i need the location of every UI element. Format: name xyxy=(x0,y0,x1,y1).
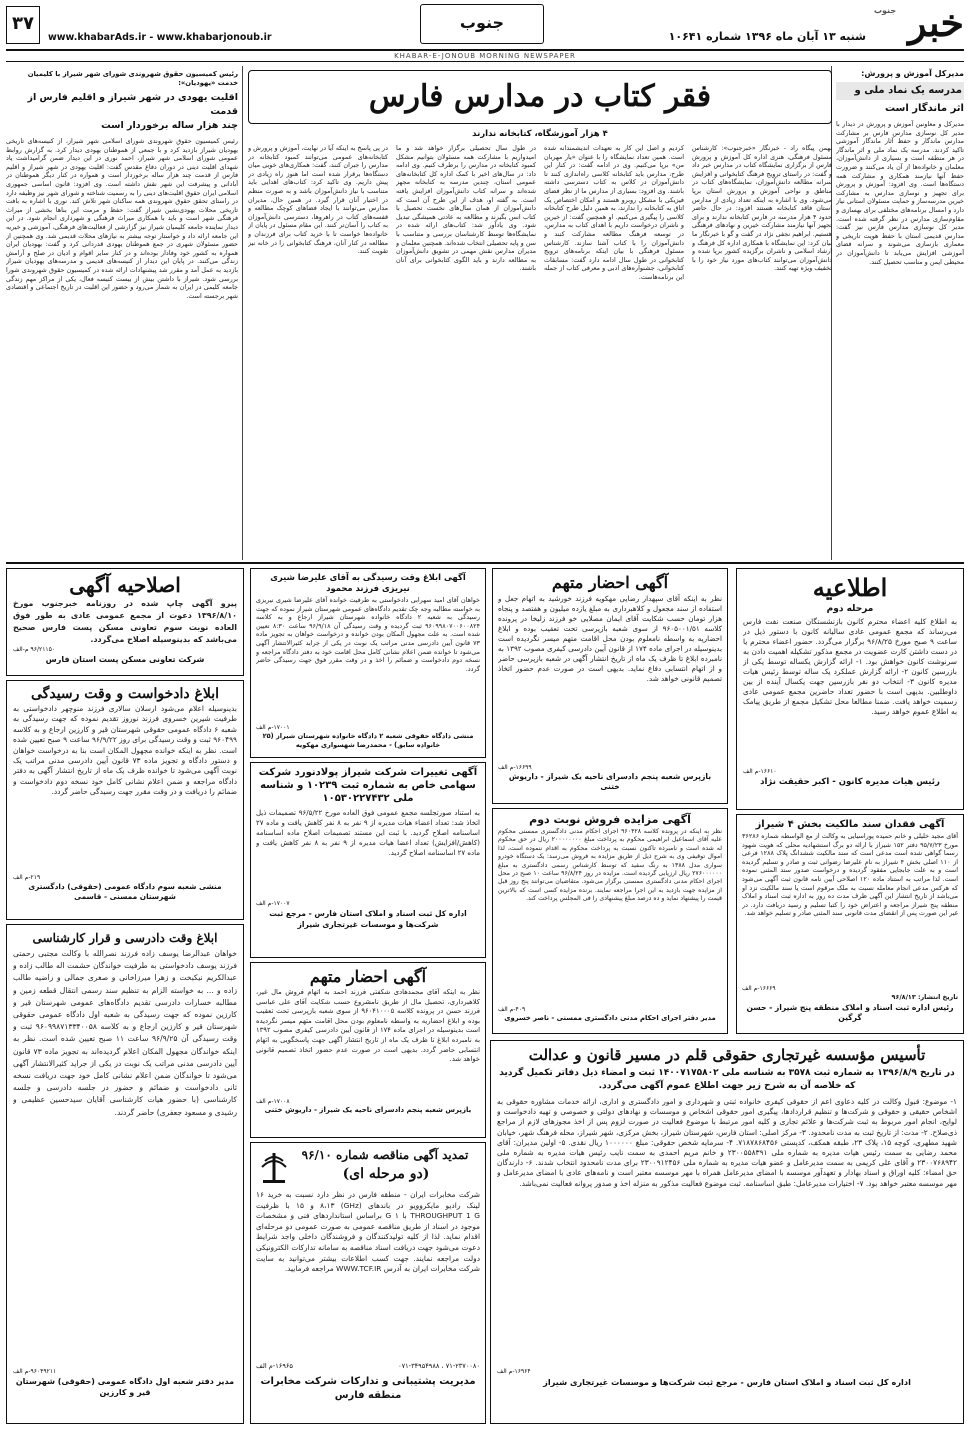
ad-body: شرکت مخابرات ایران - منطقه فارس در نظر دارد نسبت به خرید ۱۶ لینک رادیو مایکروویو در باندهای (GHz) ۸،۱۳ و ۱۵ با ظرفیت THROUGHPUT 1 G با ۱ G براساس استانداردهای فنی و مشخصات موجود در اسناد از طریق مناقصه عمومی به صورت عمومی دو مرحله‌ای اقدام نماید. لذا از کلیه تولیدکنندگان و فروشندگان داخلی واجد شرایط دعوت می‌شود جهت دریافت اسناد مناقصه به سامانه تدارکات الکترونیکی دولت مراجعه نمایند. جهت کسب اطلاعات بیشتر می‌توانید به سایت شرکت مخابرات ایران به آدرس WWW.TCF.IR مراجعه فرمایید. xyxy=(256,1190,480,1274)
ad-ref: ۱۶۶۹۹-م الف xyxy=(498,764,532,771)
main-body-col-4: در پی پاسخ به اینکه آیا در نهایت، آموزش و پرورش و کتابخانه‌های عمومی می‌توانند کمبود کتابخانه در مدارس را جبران کنند، گفت: همکاری‌های خوبی میان دستگاه‌ها برقرار شده است اما هنوز راه زیادی در پیش داریم. وی تاکید کرد: کتاب‌های اهدایی باید متناسب با نیاز دانش‌آموزان باشد و به صورت منظم در اختیار آنان قرار گیرد. در همین حال، مدیران مدارس می‌توانند با ایجاد فضاهای کوچک مطالعه و قفسه‌های کتاب در راهروها، دسترسی دانش‌آموزان به کتاب را آسان‌تر کنند. این مقام مسئول در پایان از خانواده‌ها خواست تا با خرید کتاب برای فرزندان و مطالعه در کنار آنان، فرهنگ کتابخوانی را در خانه نیز تقویت کنند. xyxy=(248,144,388,256)
website: www.khabarAds.ir - www.khabarjonoub.ir xyxy=(48,32,272,43)
ad-ref: ۲۱۹-م الف xyxy=(13,874,41,881)
ad-company-change xyxy=(250,762,486,958)
ad-summons-hearing xyxy=(6,680,244,920)
ad-date: تاریخ انتشار: ۹۶/۸/۱۳ xyxy=(891,993,958,1001)
english-name: KHABAR-E-JONOUB MORNING NEWSPAPER xyxy=(394,52,576,60)
main-story xyxy=(248,68,832,560)
ad-body: آقای مجید خلیلی و خانم حمیده پوراسیایی به وکالت از مع الواسطه شماره ۳۶۲۸۶ مورخ ۹۵/۷/۲۳ دفتر ۱۵۲ شیراز با ارائه دو برگ استشهادیه محلی که هویت شهود رسما گواهی شده است مدعی است که سند مالکیت ششدانگ پلاک ۱۲۸۸ فرعی از ۱۱۰ اصلی بخش ۴ شیراز به نام علیرضا رضوانی ثبت و صادر و تسلیم گردیده است و به علت جابجایی مفقود گردیده و درخواست صدور سند المثنی نموده است. لذا مراتب به استناد ماده ۱۲۰ اصلاحی آیین نامه قانون ثبت آگهی می‌شود که هرکس مدعی انجام معامله نسبت به ملک مرقوم است یا سند مالکیت نزد او می‌باشد از تاریخ انتشار این آگهی ظرف مدت ده روز به اداره ثبت اسناد و املاک منطقه پنج شیراز مراجعه و اعتراض خود را کتبا تسلیم و رسید دریافت دارد. در غیر این صورت پس از انقضای مدت قانونی سند المثنی صادر و تسلیم خواهد شد. xyxy=(742,832,958,918)
right-column-article xyxy=(836,68,964,560)
page-number: ۳۷ xyxy=(12,13,34,34)
ad-body: نظر به اینکه در پرونده کلاسه ۹۶۰۴۲۸ اجرای احکام مدنی دادگستری ممسنی محکوم علیه آقای اسماعیل ابراهیمی محکوم به پرداخت مبلغ ۲۰۰۰۰۰۰۰۰ ریال در حق محکوم له شده است و نامبرده تاکنون نسبت به پرداخت محکوم به اقدام ننموده است، لذا اموال توقیفی وی به شرح ذیل از طریق مزایده به فروش می‌رسد: یک دستگاه خودرو سواری مدل ۱۳۸۸ به رنگ سفید که توسط کارشناس رسمی دادگستری به مبلغ ۲۷۶۰۰۰۰۰۰ ریال ارزیابی گردیده است. مزایده در روز ۹۶/۸/۲۴ ساعت ۱۰ صبح در محل اجرای احکام مدنی دادگستری ممسنی برگزار می‌شود. متقاضیان می‌توانند پنج روز قبل از مزایده جهت بازدید به این اجرا مراجعه نمایند. برنده مزایده کسی است که بالاترین قیمت را پیشنهاد نماید و ده درصد مبلغ پیشنهادی را فی المجلس پرداخت کند. xyxy=(498,828,722,903)
ad-deed-lost xyxy=(736,814,964,1034)
logo-sub: جنوب xyxy=(874,6,897,15)
main-headline-box xyxy=(248,70,832,124)
main-body-col-1: بهمن پیگاه راد - خبرنگار «خبرجنوب»: کارشناس مسئول فرهنگی، هنری اداره کل آموزش و پرورش فارس از برگزاری نمایشگاه کتاب در مدارس خبر داد و گفت: در راستای ترویج فرهنگ کتابخوانی و افزایش سرانه مطالعه دانش‌آموزان، نمایشگاه‌های کتاب در مناطق و نواحی آموزش و پرورش استان برپا می‌شود. وی با اشاره به اینکه تعداد زیادی از مدارس استان فاقد کتابخانه هستند افزود: در حال حاضر حدود ۴ هزار مدرسه در فارس کتابخانه ندارند و برای تجهیز آنها نیازمند مشارکت خیرین و نهادهای فرهنگی هستیم. ابراهیم نجفی نژاد در گفت و گو با خبرنگار ما بیان کرد: این نمایشگاه با همکاری اداره کل فرهنگ و ارشاد اسلامی و ناشران برگزیده کشور برپا شده و دانش‌آموزان می‌توانند کتاب‌های مورد نیاز خود را با تخفیف ویژه تهیه کنند. xyxy=(692,144,832,273)
telecom-logo-icon xyxy=(259,1151,289,1185)
date-line: شنبه ۱۳ آبان ماه ۱۳۹۶ شماره ۱۰۶۴۱ xyxy=(668,30,866,43)
ad-tender xyxy=(250,1142,486,1424)
ad-subtitle: مرحله دوم xyxy=(826,604,874,614)
left-headline: اقلیت یهودی در شهر شیراز و اقلیم فارس از قدمت xyxy=(27,92,238,117)
ad-title: ابلاغ وقت دادرسی و قرار کارشناسی xyxy=(32,931,218,945)
ad-correction xyxy=(6,568,244,676)
ad-title: آگهی ابلاغ وقت رسیدگی به آقای علیرضا شیری نیریزی فرزند محمود xyxy=(270,572,466,593)
ad-title: آگهی احضار متهم xyxy=(551,573,669,592)
masthead xyxy=(0,0,970,62)
article-body: مدیرکل و معاونین آموزش و پرورش در دیدار با مدیر کل نوسازی مدارس فارس بر مشارکت مدارس ماندگار و حفظ آثار ماندگار آموزشی تاکید کردند. مدرسه یک نماد ملی و اثر ماندگار در هر منطقه است و بسیاری از دانش‌آموزان، معلمان و خانواده‌ها از آن یاد می‌کنند و ضرورت حفظ آنها نیازمند همکاری و مشارکت همه دستگاه‌ها است. وی افزود: آموزش و پرورش برای تجهیز و نوسازی مدارس به مشارکت خیرین مدرسه‌ساز و حمایت مسئولان استانی نیاز دارد و امسال برنامه‌های مختلفی برای بهسازی و مقاوم‌سازی مدارس در نظر گرفته شده است. مدیر کل نوسازی مدارس فارس نیز گفت: مدارس قدیمی استان با حفظ هویت تاریخی و معماری بازسازی می‌شوند و سرانه فضای آموزشی افزایش می‌یابد تا دانش‌آموزان در محیطی ایمن و مناسب تحصیل کنند. xyxy=(836,120,964,266)
left-body: رئیس کمیسیون حقوق شهروندی شورای اسلامی شهر شیراز، از کنیسه‌های تاریخی یهودیان شیراز بازدید کرد و با جمعی از هموطنان یهودی دیدار کرد. به گزارش روابط عمومی شورای اسلامی شهر شیراز، احمد نوری در این دیدار ضمن گرامیداشت یاد شهدای اقلیت دینی در دوران دفاع مقدس گفت: اقلیت یهودی در شهر شیراز و اقلیم فارس از قدمت چند هزار ساله برخوردار است و همواره در کنار دیگر هموطنان در آبادانی و پیشرفت این شهر نقش داشته است. وی افزود: قانون اساسی جمهوری اسلامی ایران حقوق اقلیت‌های دینی را به رسمیت شناخته و شورای شهر نیز وظیفه دارد در راستای تحقق حقوق شهروندی همه ساکنان شهر تلاش کند. نوری با اشاره به بافت تاریخی محلات یهودی‌نشین شیراز گفت: حفظ و مرمت این بناها بخشی از میراث فرهنگی شهر است و باید با همکاری میراث فرهنگی و شهرداری انجام شود. در این دیدار نماینده جامعه کلیمیان شیراز نیز گزارشی از فعالیت‌های فرهنگی، آموزشی و خیریه این جامعه ارائه داد و خواستار توجه بیشتر به نیازهای محلات قدیمی شد. وی همچنین از حضور مسئولان شهری در جمع هموطنان یهودی قدردانی کرد و گفت: یهودیان ایران همواره به کشور خود وفادار بوده‌اند و در کنار سایر اقوام و ادیان در صلح و آرامش زندگی می‌کنند. در پایان این دیدار از کنیسه‌های قدیمی و مدرسه‌های یهودیان شیراز بازدید به عمل آمد و مقرر شد پیشنهادات ارائه شده در کمیسیون حقوق شهروندی شورا بررسی شود. شیراز با داشتن بیش از بیست کنیسه فعال، یکی از مراکز مهم زندگی جامعه کلیمی در ایران به شمار می‌رود و حضور این اقلیت در تاریخ اجتماعی و اقتصادی شهر برجسته است. xyxy=(6,137,238,300)
ad-summons-1 xyxy=(492,568,728,804)
main-subhead: ۴ هزار آموزشگاه، کتابخانه ندارند xyxy=(472,129,608,139)
ad-title: اصلاحیه آگهی xyxy=(69,573,181,597)
article-headline-line: اثر ماندگار است xyxy=(884,103,964,114)
ad-signature: رئیس اداره ثبت اسناد و املاک منطقه پنج شیراز - حسن گرگین xyxy=(746,1003,954,1022)
ad-signature: اداره کل ثبت اسناد و املاک استان فارس - مرجع ثبت شرکت‌ها و موسسات غیرتجاری شیراز xyxy=(543,1377,911,1387)
ad-signature: منشی شعبه سوم دادگاه عمومی (حقوقی) دادگستری شهرستان ممسنی - قاسمی xyxy=(28,882,222,901)
ad-subtitle: در تاریخ ۱۳۹۶/۸/۹ به شماره ثبت ۳۵۷۸ به شناسه ملی ۱۴۰۰۷۱۷۵۸۰۲ ثبت و امضاء ذیل دفاتر تکمیل گردید که خلاصه آن به شرح زیر جهت اطلاع عموم آگهی می‌گردد. xyxy=(499,1068,955,1091)
ad-notice-meeting xyxy=(736,568,964,810)
article-headline xyxy=(836,82,964,100)
ad-signature: مدیر دفتر اجرای احکام مدنی دادگستری ممسنی - ناصر خسروی xyxy=(504,1014,716,1022)
ad-title: آگهی تغییرات شرکت شیراز پولادنورد شرکت سهامی خاص به شماره ثبت ۱۰۲۳۹ و شناسه ملی ۱۰۵۳۰۲۲۷۴۳۲ xyxy=(258,767,478,804)
ad-ref: ۹۶/۲۱۱۵۰ م-الف xyxy=(13,646,56,653)
ad-ref: ۱۶۶۶۹-م الف xyxy=(742,985,776,992)
ad-body: ۱- موضوع: قبول وکالت در کلیه دعاوی اعم از حقوقی کیفری خانواده ثبتی و شهرداری و امور دادگستری و اداری، ارائه خدمات مشاوره حقوقی به اشخاص حقیقی و حقوقی و شرکت‌ها و تنظیم قراردادها، پیگیری امور حقوقی اشخاص و موسسات و نهادهای دولتی و خصوصی و تهیه دادخواست و لوایح، انجام امور مربوط به ثبت شرکت‌ها و علائم تجاری و کلیه امور مرتبط با موضوع فعالیت در صورت لزوم پس از اخذ مجوزهای لازم از مراجع ذی‌صلاح. ۲- مدت: از تاریخ ثبت به مدت نامحدود. ۳- مرکز اصلی: استان فارس، شهرستان شیراز، بخش مرکزی، شهر شیراز، محله فرهنگ شهر، خیابان شهید مطهری، کوچه ۱۵، پلاک ۲۳، طبقه همکف، کدپستی ۷۱۸۷۸۶۸۴۵۶. ۴- سرمایه شخص حقوقی: مبلغ ۱۰۰۰۰۰۰ ریال نقدی. ۵- اولین مدیران: آقای محمد رضایی به سمت رئیس هیات مدیره به شماره ملی ۲۳۰۰۵۵۸۳۹۱ و خانم مریم احمدی به سمت نایب رئیس هیات مدیره به شماره ملی ۲۳۰۰۷۶۸۹۴۲ و آقای علی کریمی به سمت مدیرعامل و عضو هیات مدیره به شماره ملی ۲۳۰۰۹۱۲۴۵۶ برای مدت نامحدود انتخاب شدند. ۶- دارندگان حق امضاء: کلیه اوراق و اسناد بهادار و تعهدآور موسسه با امضای مدیرعامل همراه با مهر موسسه معتبر است و نامه‌های عادی با امضای مدیرعامل و مهر موسسه معتبر خواهد بود. ۷- اختیارات مدیرعامل: طبق اساسنامه. ثبت موضوع فعالیت مذکور به منزله اخذ و صدور پروانه فعالیت نمی‌باشد. xyxy=(497,1097,957,1188)
ad-ref: ۱۷۰۰۷-م الف xyxy=(256,900,290,907)
main-body-col-2: کردیم و اصل این کار به تعهدات اندیشمندانه شده است. همین تعداد نمایشگاه را با عنوان «یار مهربان من» برپا می‌کنیم. وی در ادامه گفت: در کنار این طرح، مدارس باید کتابخانه کلاسی راه‌اندازی کنند تا دانش‌آموزان در کلاس به کتاب دسترسی داشته باشند. وی افزود: بسیاری از مدارس ما از نظر فضای فیزیکی با مشکل روبرو هستند و امکان اختصاص یک اتاق به کتابخانه را ندارند، به همین دلیل طرح کتابخانه کلاسی را پیگیری می‌کنیم. او همچنین گفت: از خیرین و ناشران درخواست داریم با اهدای کتاب به مدارس، در توسعه فرهنگ مطالعه مشارکت کنند و دانش‌آموزان را با کتاب آشنا سازند. کارشناس مسئول فرهنگی با بیان اینکه برنامه‌های ترویج کتابخوانی در طول سال ادامه دارد گفت: مسابقات کتابخوانی، جشنواره‌های ادبی و معرفی کتاب از جمله این برنامه‌هاست. xyxy=(544,144,684,281)
newspaper-logo xyxy=(872,0,964,50)
ad-title: آگهی احضار متهم xyxy=(309,967,427,986)
ad-body: به اطلاع کلیه اعضاء محترم کانون بازنشستگان صنعت نفت فارس می‌رساند که مجمع عمومی عادی سالیانه کانون با دستور ذیل در ساعت ۹ صبح مورخ ۹۶/۸/۲۵ برگزار می‌گردد. حضور اعضاء محترم یا در دست داشتن کارت عضویت در مجمع مذکور تشکیله اهمیت دادن به سرنوشت کانون خواهش بود. ۱- ارائه گزارش یکساله توسط یکی از بازرسین کانون ۲- ارائه گزارش عملکرد یک ساله توسط رئیس هیات مدیره کانون ۳- انتخاب دو نفر بازرسین جهت یکسال آینده از بین داوطلبین. بدیهی است با حضور تعداد حاضرین مجمع عمومی عادی رسمیت خواهد یافت. ضمنا مطالعا محل تشکیل مجمع از طریق پیامک به اطلاع عموم خواهد رسید. xyxy=(743,617,957,716)
logo-text: خبر xyxy=(908,0,964,45)
main-body-col-3: در طول سال تحصیلی برگزار خواهد شد و ما امیدواریم با مشارکت همه مسئولان بتوانیم مشکل کمبود کتابخانه در مدارس را برطرف کنیم. وی ادامه داد: در سال‌های اخیر با کمک اداره کل کتابخانه‌های عمومی استان، چندین مدرسه به کتابخانه مجهز شده‌اند و سرانه کتاب دانش‌آموزان افزایش یافته است. به گفته او، هدف از این طرح آن است که دانش‌آموزان از همان سال‌های نخست تحصیل با کتاب انس بگیرند و مطالعه به عادتی همیشگی تبدیل شود. وی یادآور شد: کتاب‌های ارائه شده در نمایشگاه‌ها توسط کارشناسان بررسی و متناسب با سن و پایه تحصیلی انتخاب شده‌اند. همچنین معلمان و مدیران مدارس نقش مهمی در تشویق دانش‌آموزان به مطالعه دارند و باید الگوی کتابخوانی برای آنان باشند. xyxy=(396,144,536,273)
ad-body: پیرو آگهی چاپ شده در روزنامه خبرجنوب مورخ ۱۳۹۶/۸/۱۰ دعوت از مجمع عمومی عادی به طور فوق العاده نوبت سوم تعاونی مسکن پست فارس صحیح می‌باشد که بدینوسیله اصلاح می‌گردد. xyxy=(13,599,237,644)
ad-title: اطلاعیه xyxy=(812,573,888,602)
ad-signature: بازپرس شعبه پنجم دادسرای ناحیه یک شیراز - داریوش ختنی xyxy=(264,1106,472,1114)
page-number-box xyxy=(6,6,40,44)
main-headline: فقر کتاب در مدارس فارس xyxy=(368,79,712,114)
ad-signature: اداره کل ثبت اسناد و املاک استان فارس - مرجع ثبت شرکت‌ها و موسسات غیرتجاری شیراز xyxy=(269,909,467,929)
ad-summons-2 xyxy=(250,962,486,1138)
ad-ref: ۹۶۰۴۹۲۱۱-م الف xyxy=(13,1368,57,1375)
ad-ref: ۱۶۹۶۵-م الف xyxy=(256,1362,293,1370)
ad-title: آگهی فقدان سند مالکیت بخش ۴ شیراز xyxy=(755,819,945,830)
ad-title: تأسیس مؤسسه غیرتجاری حقوقی قلم در مسیر قانون و عدالت xyxy=(528,1046,926,1064)
left-kicker: رئیس کمیسیون حقوق شهروندی شورای شهر شیراز با کلیمیان خدمت «یهودیان»: xyxy=(27,70,238,87)
section-box xyxy=(420,4,544,44)
ad-body: به استناد صورتجلسه مجمع عمومی فوق العاده مورخ ۹۶/۵/۲۲ تصمیمات ذیل اتخاذ شد: تعداد اعضاء هیات مدیره از ۹ نفر به ۸ نفر کاهش یافت و ماده ۲۷ اساسنامه اصلاح گردید. با ثبت این مستند تصمیمات اصلاح ماده اساسنامه (کاهش/افزایش) تعداد اعضا هیات مدیره از ۹ نفر به ۸ نفر کاهش یافت و ماده ۲۷ اساسنامه اصلاح گردید. xyxy=(256,809,480,857)
ad-subtitle: (دو مرحله ای) xyxy=(342,1166,430,1182)
ad-auction xyxy=(492,808,728,1034)
ad-body: نظر به اینکه آقای محمدهادی شکفتی فرزند احمد به اتهام فروش مال غیر، کلاهبرداری، تحصیل مال از طریق نامشروع حسب شکایت آقای علی عباسی فرزند حسن در پرونده کلاسه ۹۶۰۴۱۰۰۰۵ از سوی شعبه بازپرسی تحت تعقیب بوده و ابلاغ احضاریه به واسطه نامعلوم بودن محل اقامت متهم میسر نگردیده است بدینوسیله در اجرای ماده ۱۷۴ از قانون آیین دادرسی کیفری مصوب ۱۳۹۲ به نامبرده ابلاغ تا ظرف یک ماه از تاریخ انتشار آگهی جهت پاسخگویی به اتهام انتسابی حاضر گردد. بدیهی است در صورت عدم حضور اتخاذ تصمیم قانونی خواهد شد. xyxy=(256,988,480,1064)
ad-summons-3 xyxy=(6,924,244,1424)
ad-ref: ۱۷۰۰۸-م الف xyxy=(256,1098,290,1105)
left-headline: چند هزار ساله برخوردار است xyxy=(101,120,238,131)
ad-body: نظر به اینکه آقای سپهدار رضایی مهکویه فرزند خورشید به اتهام جعل و استفاده از سند مجعول و کلاهبرداری به مبلغ یازده میلیون و هفتصد و پنجاه هزار تومان حسب شکایت آقای ایمان مصلایی خو فرزند زلیخا در پرونده کلاسه ۹۶۰۵۰۰۱/۵۱ از سوی شعبه بازپرسی تحت تعقیب بوده و ابلاغ احضاریه به واسطه نامعلوم بودن محل اقامت متهم میسر نگردیده است بدینوسیله در اجرای ماده ۱۷۴ از قانون آیین دادرسی کیفری مصوب ۱۳۹۲ به نامبرده ابلاغ تا ظرف یک ماه از تاریخ انتشار آگهی در شعبه بازپرسی حاضر و از اتهام انتسابی دفاع نماید. بدیهی است در صورت عدم حضور اتخاذ تصمیم قانونی خواهد شد. xyxy=(498,594,722,683)
ad-signature: شرکت تعاونی مسکن پست استان فارس xyxy=(45,655,205,664)
ad-signature: منشی دادگاه حقوقی شعبه ۲ دادگاه خانواده شهرستان شیراز (۲۵ خانواده سابق) - محمدرضا شهسواری مهکویه xyxy=(262,732,474,749)
ad-body: بدینوسیله اعلام می‌شود ارسلان سالاری فرزند منوچهر دادخواستی به طرفیت شیرین خسروی فرزند نوروز تقدیم نموده که جهت رسیدگی به شعبه ۶ دادگاه عمومی حقوقی شهرستان قیر و کارزین ارجاع و به کلاسه ۹۶۰۴۹۹ ثبت و وقت رسیدگی برای روز ۹۶/۹/۲۲ ساعت ۹ صبح تعیین شده است. نظر به اینکه خوانده مجهول المکان است بنا به درخواست خواهان و دستور دادگاه و تجویز ماده ۷۳ قانون آیین دادرسی مدنی مراتب یک نوبت آگهی می‌شود تا خوانده ظرف یک ماه از تاریخ انتشار آگهی به دفتر دادگاه مراجعه و ضمن اعلام نشانی کامل خود نسخه دوم دادخواست و ضمائم را دریافت و در وقت مقرر جهت رسیدگی حاضر گردد. xyxy=(13,704,237,797)
ad-title: ابلاغ دادخواست و وقت رسیدگی xyxy=(31,686,219,702)
ad-phone-number: ۷۱-۲۳۷۰۰۸۰ ، ۰۷۱-۳۴۹۵۴۹۸۸ xyxy=(398,1362,480,1370)
article-headline-line: مدرسه یک نماد ملی و xyxy=(854,85,962,96)
ad-signature: مدیریت پشتیبانی و تدارکات شرکت مخابرات منطقه فارس xyxy=(260,1376,476,1401)
ad-ref: ۱۶۶۱۰-م الف xyxy=(743,768,777,775)
ad-body: خواهان آقای امید سهرابی دادخواستی به طرفیت خوانده آقای علیرضا شیری نیریزی به خواسته مطالبه وجه چک تقدیم دادگاه‌های عمومی شهرستان شیراز نموده که جهت رسیدگی به شعبه ۲ دادگاه خانواده شهرستان شیراز ارجاع و به کلاسه ۹۶۰۹۹۸۰۷۰۰۶۰۰۸۲۴ ثبت گردیده و وقت رسیدگی آن ۹۶/۹/۱۸ ساعت ۸:۳۰ تعیین شده است. به علت مجهول المکان بودن خوانده و درخواست خواهان به تجویز ماده ۷۳ قانون آیین دادرسی مدنی مراتب یک نوبت در یکی از جراید کثیرالانتشار آگهی می‌شود تا خوانده ضمن اعلام نشانی کامل محل اقامت خود به دفتر دادگاه مراجعه و نسخه دوم دادخواست و ضمائم را اخذ و در وقت مقرر فوق جهت رسیدگی حاضر گردد. xyxy=(256,596,480,673)
ad-phone xyxy=(256,1362,480,1371)
section-title: جنوب xyxy=(459,13,505,32)
ad-ref: ۴۰۹-م الف xyxy=(498,1006,526,1013)
left-story xyxy=(6,70,238,560)
article-kicker: مدیرکل آموزش و پرورش: xyxy=(861,69,964,78)
ad-institute xyxy=(490,1040,964,1424)
ad-title: تمدید آگهی مناقصه شماره ۹۶/۱۰ xyxy=(301,1148,469,1162)
ad-execution-notice xyxy=(250,568,486,758)
ad-signature: مدیر دفتر شعبه اول دادگاه عمومی (حقوقی) شهرستان قیر و کارزین xyxy=(15,1377,235,1397)
tci-logo xyxy=(259,1151,289,1185)
ad-ref: ۱۶۹۶۴-م الف xyxy=(497,1368,531,1375)
ad-signature: بازپرس شعبه پنجم دادسرای ناحیه یک شیراز - داریوش ختنی xyxy=(508,772,712,791)
ad-title: آگهی مزایده فروش نوبت دوم xyxy=(529,813,691,826)
ad-signature: رئیس هیات مدیره کانون - اکبر حقیقت نژاد xyxy=(760,777,940,787)
ad-body: خواهان عبدالرضا یوسف زاده فرزند نصرالله با وکالت مجتبی رحمتی فرزند یوسف دادخواستی به طرفیت خواندگان حشمت اله طالب زاده و عبدالکریم نیکبخت و زهرا میرزاخانی و صغری جمالی و راضیه طالب زاده و ... به خواسته الزام به تنظیم سند رسمی انتقال قطعه زمین و مطالبه خسارات دادرسی تقدیم دادگاه‌های عمومی شهرستان قیر و کارزین نموده که جهت رسیدگی به شعبه اول دادگاه عمومی حقوقی شهرستان قیر و کارزین ارجاع و به کلاسه ۹۶۰۹۹۸۷۱۳۳۴۰۰۵۸ ثبت و وقت رسیدگی آن ۹۶/۹/۲۵ ساعت ۱۱ صبح تعیین شده است. نظر به اینکه خواندگان مجهول المکان اعلام گردیده‌اند به تجویز ماده ۷۳ قانون آیین دادرسی مدنی مراتب یک نوبت در یکی از جراید کثیرالانتشار آگهی می‌شود تا خواندگان ضمن اعلام نشانی کامل خود جهت دریافت نسخه ثانی دادخواست و ضمائم و حضور در جلسه دادرسی و جلسه کارشناسی (با حضور هیات کارشناسی آقایان سیدحسین عظیمی و رشیدی و مسعود جعفری) حاضر گردند. xyxy=(13,949,237,1117)
ad-ref: ۱۷۰۰۱-م الف xyxy=(256,724,290,731)
